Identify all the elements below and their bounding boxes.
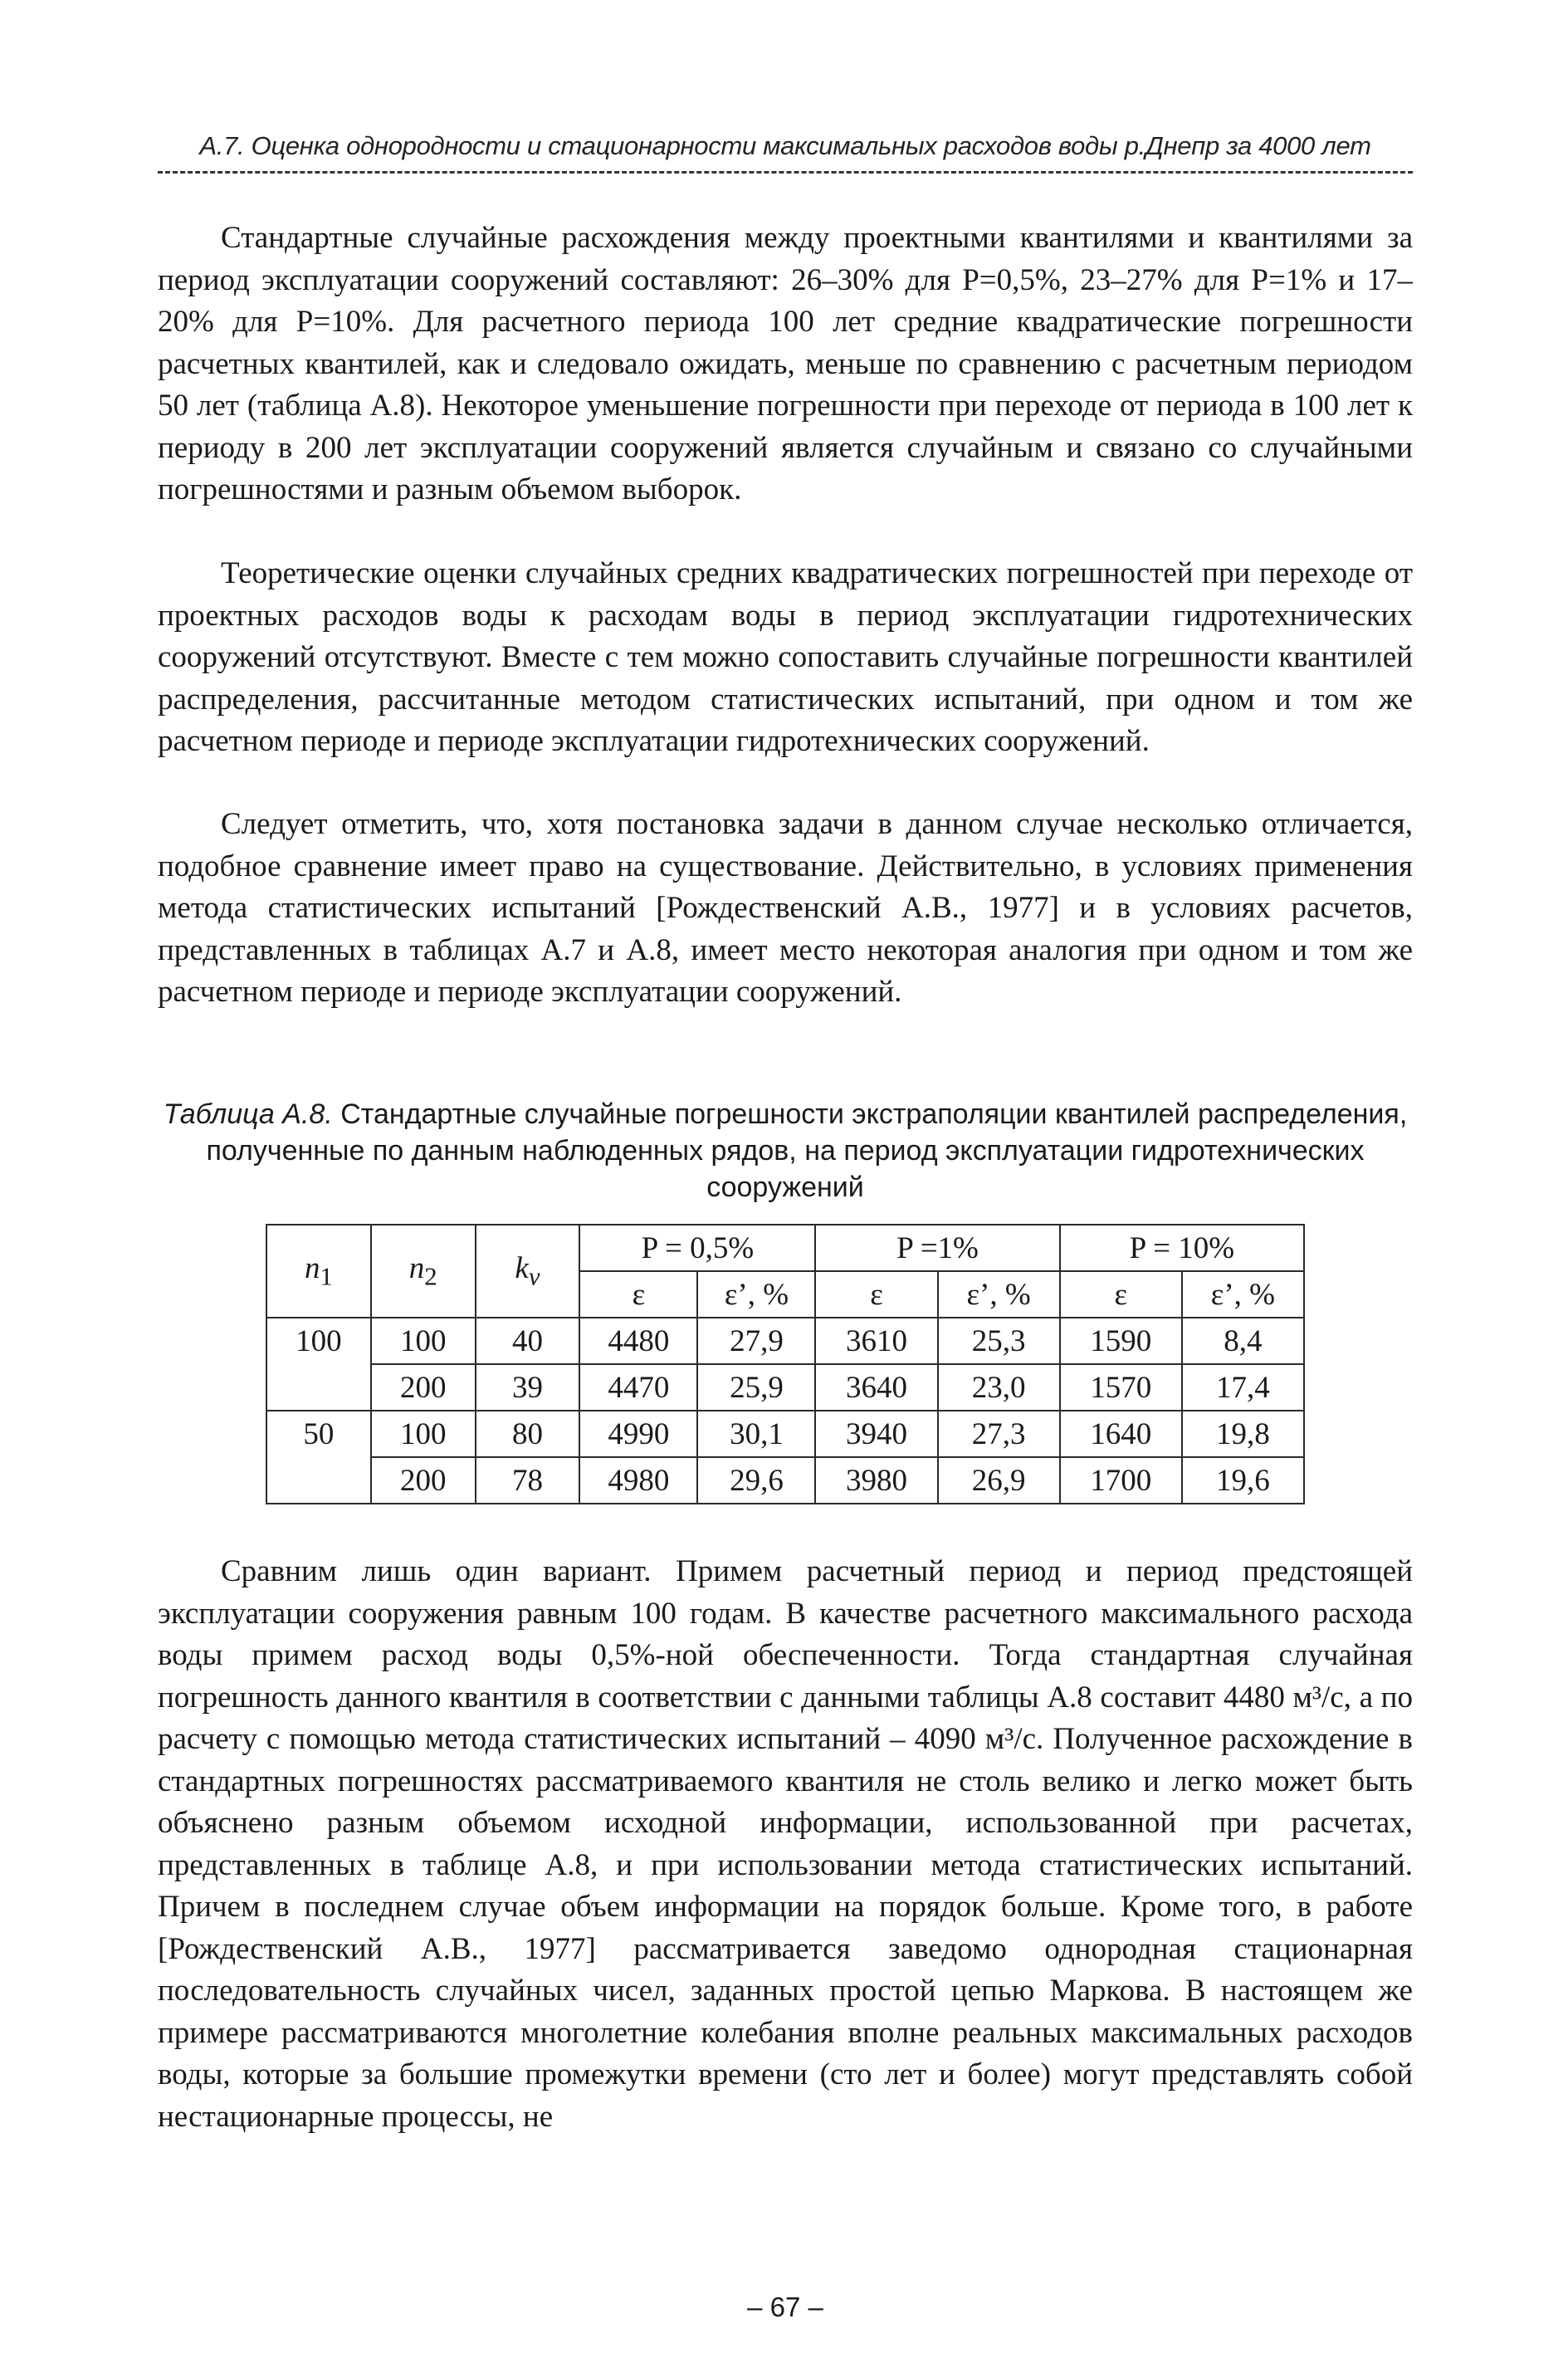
header-kv: $k_v$ bbox=[476, 1225, 580, 1318]
header-eps-pct: ε’, % bbox=[1182, 1271, 1304, 1318]
cell-eps-pct: 25,9 bbox=[697, 1364, 815, 1411]
cell-eps-pct: 27,3 bbox=[938, 1411, 1060, 1457]
header-group-p1: P =1% bbox=[815, 1225, 1059, 1271]
cell-eps-pct: 23,0 bbox=[938, 1364, 1060, 1411]
cell-n1 bbox=[266, 1364, 371, 1411]
document-page bbox=[158, 0, 1413, 2353]
paragraph-3: Следует отметить, что, хотя постановка задачи в данном случае несколько отличается, подобное сравнение имеет право на существование. Действительно, в условиях применения метода статистических испытаний [Рождественский А.В., 1977] и в условиях расчетов, представленных в таблицах А.7 и А.8, имеет место некоторая аналогия при одном и том же расчетном периоде и периоде эксплуатации сооружений. bbox=[158, 807, 1413, 1009]
paragraph-2: Теоретические оценки случайных средних квадратических погрешностей при переходе от проектных расходов воды к расходам воды в период эксплуатации гидротехнических сооружений отсутствуют. Вместе с тем можно сопоставить случайные погрешности квантилей распределения, рассчитанные методом статистических испытаний, при одном и том же расчетном периоде и периоде эксплуатации гидротехнических сооружений. bbox=[158, 556, 1413, 758]
paragraph-4: Сравним лишь один вариант. Примем расчетный период и период предстоящей эксплуатации сооружения равным 100 годам. В качестве расчетного максимального расхода воды примем расход воды 0,5%-ной обеспеченности. Тогда стандартная случайная погрешность данного квантиля в соответствии с данными таблицы А.8 составит 4480 м³/с, а по расчету с помощью метода статистических испытаний – 4090 м³/с. Полученное расхождение в стандартных погрешностях рассматриваемого квантиля не столь велико и легко может быть объяснено разным объемом исходной информации, использованной при расчетах, представленных в таблице А.8, и при использовании метода статистических испытаний. Причем в последнем случае объем информации на порядок больше. Кроме того, в работе [Рождественский А.В., 1977] рассматривается заведомо однородная стационарная последовательность случайных чисел, заданных простой цепью Маркова. В настоящем же примере рассматриваются многолетние колебания вполне реальных максимальных расходов воды, которые за большие промежутки времени (сто лет и более) могут представлять собой нестационарные процессы, не bbox=[158, 1554, 1413, 2134]
table-row bbox=[266, 1364, 1304, 1411]
cell-eps-pct: 25,3 bbox=[938, 1318, 1060, 1364]
header-n1: $n_1$ bbox=[266, 1225, 371, 1318]
header-dashed-rule bbox=[158, 171, 1413, 174]
table-caption-label: Таблица А.8. bbox=[163, 1098, 333, 1130]
table-row bbox=[266, 1318, 1304, 1364]
cell-n2: 100 bbox=[371, 1411, 476, 1457]
cell-eps-pct: 30,1 bbox=[697, 1411, 815, 1457]
cell-eps: 3940 bbox=[815, 1411, 937, 1457]
cell-eps-pct: 19,8 bbox=[1182, 1411, 1304, 1457]
cell-kv: 40 bbox=[476, 1318, 580, 1364]
cell-eps: 1700 bbox=[1060, 1457, 1182, 1504]
page-number: – 67 – bbox=[747, 2292, 823, 2322]
cell-eps: 4470 bbox=[579, 1364, 697, 1411]
cell-eps: 3980 bbox=[815, 1457, 937, 1504]
paragraph-1: Стандартные случайные расхождения между проектными квантилями и квантилями за период эксплуатации сооружений составляют: 26–30% для P=0,5%, 23–27% для P=1% и 17–20% для P=10%. Для расчетного периода 100 лет средние квадратические погрешности расчетных квантилей, как и следовало ожидать, меньше по сравнению с расчетным периодом 50 лет (таблица А.8). Некоторое уменьшение погрешности при переходе от периода в 100 лет к периоду в 200 лет эксплуатации сооружений является случайным и связано со случайными погрешностями и разным объемом выборок. bbox=[158, 221, 1413, 506]
header-eps-pct: ε’, % bbox=[938, 1271, 1060, 1318]
cell-kv: 39 bbox=[476, 1364, 580, 1411]
cell-eps-pct: 8,4 bbox=[1182, 1318, 1304, 1364]
cell-eps: 1570 bbox=[1060, 1364, 1182, 1411]
header-eps: ε bbox=[1060, 1271, 1182, 1318]
cell-eps: 4480 bbox=[579, 1318, 697, 1364]
cell-eps: 4990 bbox=[579, 1411, 697, 1457]
table-caption bbox=[158, 1096, 1413, 1206]
cell-n1: 100 bbox=[266, 1318, 371, 1364]
cell-eps-pct: 19,6 bbox=[1182, 1457, 1304, 1504]
cell-eps-pct: 29,6 bbox=[697, 1457, 815, 1504]
cell-n2: 100 bbox=[371, 1318, 476, 1364]
table-row bbox=[266, 1411, 1304, 1457]
cell-kv: 80 bbox=[476, 1411, 580, 1457]
cell-eps: 4980 bbox=[579, 1457, 697, 1504]
header-n2: $n_2$ bbox=[371, 1225, 476, 1318]
cell-kv: 78 bbox=[476, 1457, 580, 1504]
data-table bbox=[266, 1224, 1305, 1504]
running-header: А.7. Оценка однородности и стационарности максимальных расходов воды р.Днепр за 4000 лет bbox=[199, 131, 1371, 160]
cell-n1: 50 bbox=[266, 1411, 371, 1457]
table-caption-text: Стандартные случайные погрешности экстраполяции квантилей распределения, полученные по данным наблюденных рядов, на период эксплуатации гидротехнических сооружений bbox=[206, 1098, 1408, 1203]
cell-n1 bbox=[266, 1457, 371, 1504]
table-header-row-1 bbox=[266, 1225, 1304, 1271]
cell-eps-pct: 27,9 bbox=[697, 1318, 815, 1364]
header-eps: ε bbox=[579, 1271, 697, 1318]
cell-eps: 1640 bbox=[1060, 1411, 1182, 1457]
cell-eps: 3610 bbox=[815, 1318, 937, 1364]
header-group-p05: P = 0,5% bbox=[579, 1225, 815, 1271]
header-eps-pct: ε’, % bbox=[697, 1271, 815, 1318]
cell-eps-pct: 17,4 bbox=[1182, 1364, 1304, 1411]
cell-n2: 200 bbox=[371, 1457, 476, 1504]
header-group-p10: P = 10% bbox=[1060, 1225, 1304, 1271]
cell-eps-pct: 26,9 bbox=[938, 1457, 1060, 1504]
cell-eps: 1590 bbox=[1060, 1318, 1182, 1364]
cell-n2: 200 bbox=[371, 1364, 476, 1411]
table-row bbox=[266, 1457, 1304, 1504]
cell-eps: 3640 bbox=[815, 1364, 937, 1411]
header-eps: ε bbox=[815, 1271, 937, 1318]
